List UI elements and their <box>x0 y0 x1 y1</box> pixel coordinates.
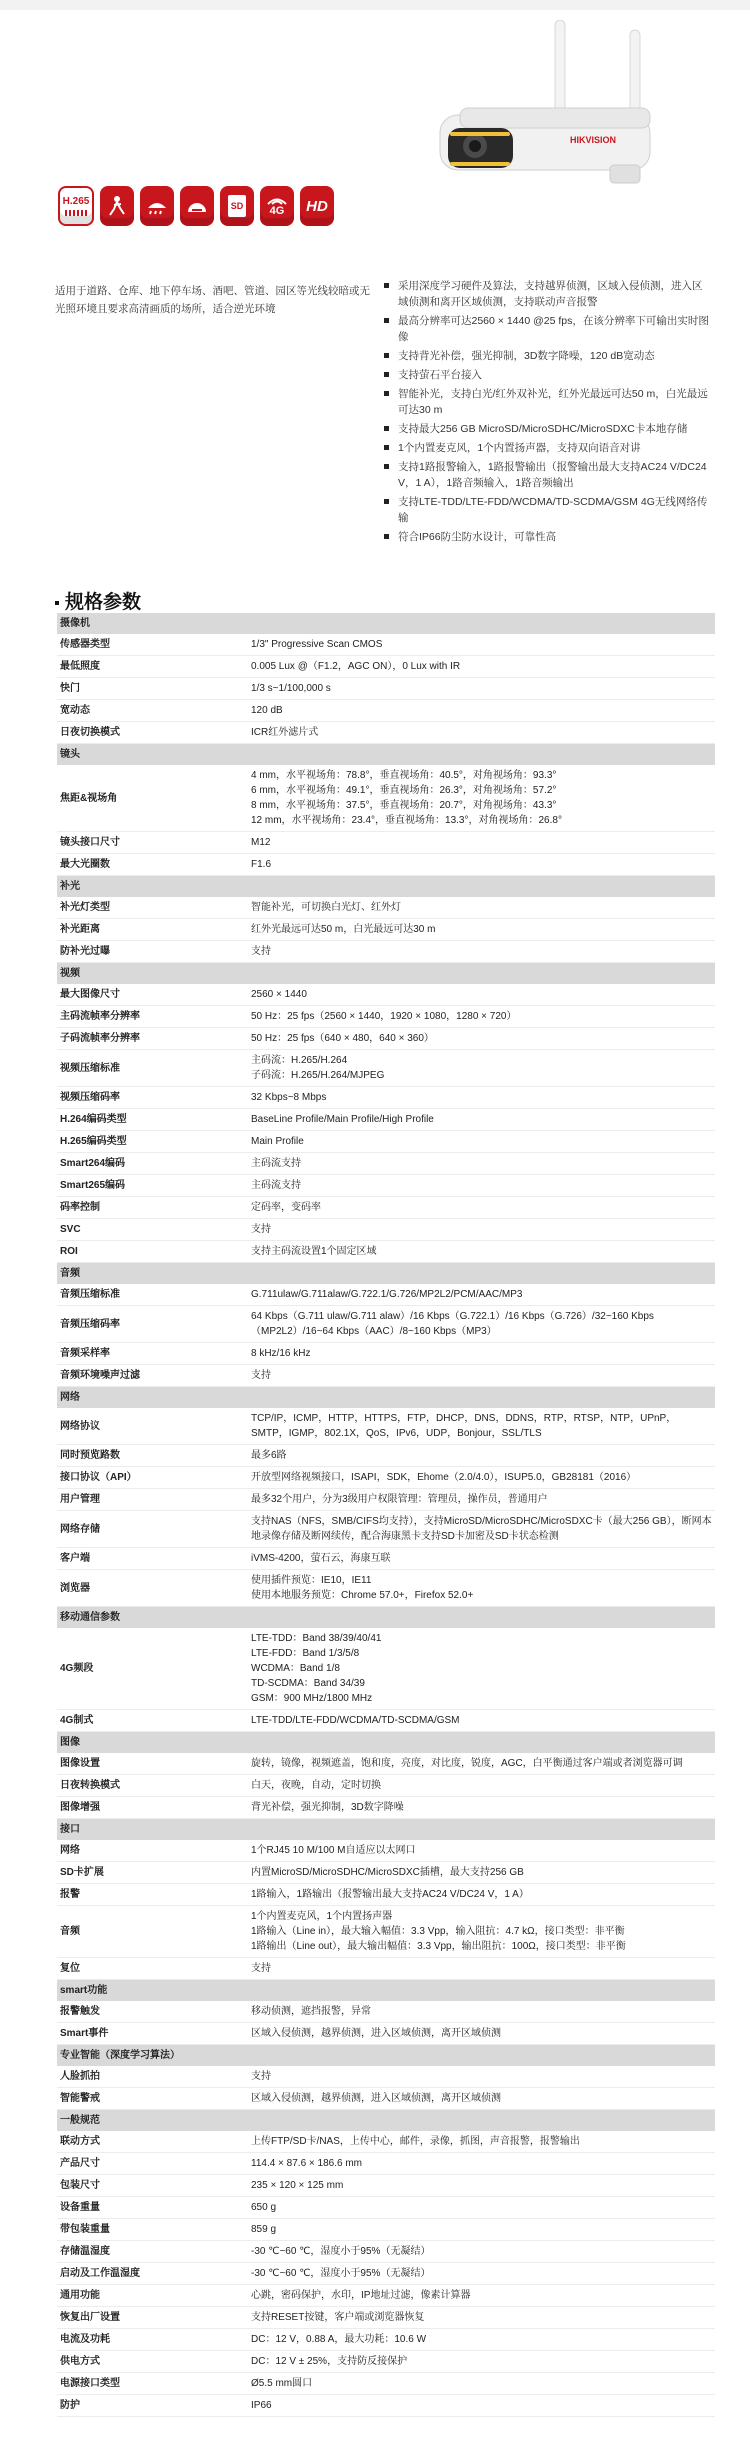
spec-key: 网络存储 <box>57 1511 248 1548</box>
spec-row <box>57 1028 715 1050</box>
spec-value: 支持主码流设置1个固定区域 <box>248 1241 715 1263</box>
spec-key: 日夜切换模式 <box>57 722 248 744</box>
hero-banner <box>0 0 750 275</box>
spec-key: 最低照度 <box>57 656 248 678</box>
spec-value: 支持 <box>248 941 715 963</box>
spec-section-label: 音频 <box>57 1263 715 1285</box>
spec-key: 产品尺寸 <box>57 2153 248 2175</box>
spec-key: 焦距&视场角 <box>57 765 248 832</box>
spec-key: 音频环境噪声过滤 <box>57 1365 248 1387</box>
spec-value: 区域入侵侦测，越界侦测，进入区域侦测，离开区域侦测 <box>248 2088 715 2110</box>
spec-key: Smart事件 <box>57 2023 248 2045</box>
spec-row <box>57 2219 715 2241</box>
spec-value: 1个RJ45 10 M/100 M自适应以太网口 <box>248 1840 715 1862</box>
spec-value: LTE-TDD：Band 38/39/40/41 LTE-FDD：Band 1/3/5/8 WCDMA：Band 1/8 TD-SCDMA：Band 34/39 GSM：900 MHz/1800 MHz <box>248 1628 715 1710</box>
spec-row <box>57 1489 715 1511</box>
rain-icon <box>140 186 174 226</box>
spec-row <box>57 1797 715 1819</box>
spec-key: 供电方式 <box>57 2351 248 2373</box>
spec-value: 支持 <box>248 1958 715 1980</box>
spec-value: 智能补光，可切换白光灯、红外灯 <box>248 897 715 919</box>
spec-key: 带包装重量 <box>57 2219 248 2241</box>
spec-value: DC：12 V，0.88 A，最大功耗：10.6 W <box>248 2329 715 2351</box>
spec-value: 定码率，变码率 <box>248 1197 715 1219</box>
spec-value: 区域入侵侦测，越界侦测，进入区域侦测，离开区域侦测 <box>248 2023 715 2045</box>
spec-value: iVMS-4200，萤石云，海康互联 <box>248 1548 715 1570</box>
spec-value: 最多6路 <box>248 1445 715 1467</box>
spec-value: 8 kHz/16 kHz <box>248 1343 715 1365</box>
spec-value: G.711ulaw/G.711alaw/G.722.1/G.726/MP2L2/PCM/AAC/MP3 <box>248 1284 715 1306</box>
spec-value: 使用插件预览：IE10，IE11 使用本地服务预览：Chrome 57.0+，Firefox 52.0+ <box>248 1570 715 1607</box>
spec-row <box>57 2023 715 2045</box>
spec-row <box>57 722 715 744</box>
spec-row <box>57 1131 715 1153</box>
spec-key: 主码流帧率分辨率 <box>57 1006 248 1028</box>
spec-key: 最大光圈数 <box>57 854 248 876</box>
spec-key: 用户管理 <box>57 1489 248 1511</box>
spec-section-header <box>57 744 715 766</box>
spec-row <box>57 1511 715 1548</box>
spec-key: 音频压缩标准 <box>57 1284 248 1306</box>
spec-value: 支持NAS（NFS，SMB/CIFS均支持），支持MicroSD/MicroSDHC/MicroSDXC卡（最大256 GB），断网本地录像存储及断网续传，配合海康黑卡支持SD卡加密及SD卡状态检测 <box>248 1511 715 1548</box>
spec-key: 防补光过曝 <box>57 941 248 963</box>
spec-value: 支持 <box>248 1219 715 1241</box>
spec-section-header <box>57 613 715 634</box>
spec-value: Ø5.5 mm圆口 <box>248 2373 715 2395</box>
spec-value: 支持RESET按键，客户端或浏览器恢复 <box>248 2307 715 2329</box>
spec-key: Smart265编码 <box>57 1175 248 1197</box>
spec-value: TCP/IP，ICMP，HTTP，HTTPS，FTP，DHCP，DNS，DDNS，RTP，RTSP，NTP，UPnP，SMTP，IGMP，802.1X，QoS，IPv6，UDP，Bonjour，SSL/TLS <box>248 1408 715 1445</box>
spec-row <box>57 1906 715 1958</box>
spec-key: 视频压缩码率 <box>57 1087 248 1109</box>
spec-key: ROI <box>57 1241 248 1263</box>
spec-key: 智能警戒 <box>57 2088 248 2110</box>
spec-section-label: 专业智能（深度学习算法） <box>57 2045 715 2067</box>
spec-key: 浏览器 <box>57 1570 248 1607</box>
spec-row <box>57 919 715 941</box>
spec-section-header <box>57 963 715 985</box>
spec-row <box>57 1006 715 1028</box>
feature-item: 支持LTE-TDD/LTE-FDD/WCDMA/TD-SCDMA/GSM 4G无线网络传输 <box>380 494 710 526</box>
spec-value: 32 Kbps~8 Mbps <box>248 1087 715 1109</box>
spec-value: 120 dB <box>248 700 715 722</box>
spec-value: 主码流：H.265/H.264 子码流：H.265/H.264/MJPEG <box>248 1050 715 1087</box>
spec-key: 视频压缩标准 <box>57 1050 248 1087</box>
spec-key: SVC <box>57 1219 248 1241</box>
spec-key: 子码流帧率分辨率 <box>57 1028 248 1050</box>
spec-key: 4G频段 <box>57 1628 248 1710</box>
spec-row <box>57 2153 715 2175</box>
spec-key: 客户端 <box>57 1548 248 1570</box>
spec-row <box>57 2175 715 2197</box>
spec-key: 图像增强 <box>57 1797 248 1819</box>
hero-top-strip <box>0 0 750 10</box>
spec-section-label: 摄像机 <box>57 613 715 634</box>
spec-key: 传感器类型 <box>57 634 248 656</box>
spec-row <box>57 634 715 656</box>
spec-key: 报警触发 <box>57 2001 248 2023</box>
spec-row <box>57 1445 715 1467</box>
spec-row <box>57 1628 715 1710</box>
spec-table <box>57 613 715 2417</box>
spec-section-header <box>57 1387 715 1409</box>
spec-value: 支持 <box>248 1365 715 1387</box>
spec-title: 规格参数 <box>55 587 141 614</box>
spec-value: BaseLine Profile/Main Profile/High Profile <box>248 1109 715 1131</box>
spec-section-label: 网络 <box>57 1387 715 1409</box>
spec-section-label: 移动通信参数 <box>57 1607 715 1629</box>
spec-row <box>57 1467 715 1489</box>
spec-row <box>57 1050 715 1087</box>
spec-section-header <box>57 2110 715 2132</box>
spec-value: 50 Hz：25 fps（2560 × 1440，1920 × 1080，1280 × 720） <box>248 1006 715 1028</box>
spec-row <box>57 1958 715 1980</box>
spec-value: 白天，夜晚，自动，定时切换 <box>248 1775 715 1797</box>
spec-value: 0.005 Lux @（F1.2，AGC ON），0 Lux with IR <box>248 656 715 678</box>
spec-value: 红外光最远可达50 m，白光最远可达30 m <box>248 919 715 941</box>
spec-row <box>57 2351 715 2373</box>
spec-section-label: smart功能 <box>57 1980 715 2002</box>
spec-key: 包装尺寸 <box>57 2175 248 2197</box>
spec-row <box>57 1087 715 1109</box>
spec-value: IP66 <box>248 2395 715 2417</box>
feature-item: 支持萤石平台接入 <box>380 367 710 383</box>
spec-value: 114.4 × 87.6 × 186.6 mm <box>248 2153 715 2175</box>
h265-icon: H.265 <box>58 186 94 226</box>
spec-row <box>57 832 715 854</box>
spec-value: F1.6 <box>248 854 715 876</box>
spec-value: 4 mm，水平视场角：78.8°，垂直视场角：40.5°，对角视场角：93.3° 6 mm，水平视场角：49.1°，垂直视场角：26.3°，对角视场角：57.2° 8 mm，水平视场角：37.5°，垂直视场角：20.7°，对角视场角：43.3° 12 mm，水平视场角：23.4°，垂直视场角：13.3°，对角视场角：26.8° <box>248 765 715 832</box>
spec-key: 报警 <box>57 1884 248 1906</box>
spec-row <box>57 2241 715 2263</box>
spec-row <box>57 1884 715 1906</box>
spec-section-header <box>57 2045 715 2067</box>
spec-value: 背光补偿，强光抑制，3D数字降噪 <box>248 1797 715 1819</box>
spec-section-label: 一般规范 <box>57 2110 715 2132</box>
spec-key: 电源接口类型 <box>57 2373 248 2395</box>
spec-key: 补光距离 <box>57 919 248 941</box>
spec-row <box>57 1775 715 1797</box>
spec-section-label: 接口 <box>57 1819 715 1841</box>
spec-row <box>57 2088 715 2110</box>
spec-section-label: 图像 <box>57 1732 715 1754</box>
spec-value: 859 g <box>248 2219 715 2241</box>
spec-row <box>57 854 715 876</box>
spec-key: 宽动态 <box>57 700 248 722</box>
spec-row <box>57 1570 715 1607</box>
spec-key: 4G制式 <box>57 1710 248 1732</box>
spec-value: 内置MicroSD/MicroSDHC/MicroSDXC插槽，最大支持256 GB <box>248 1862 715 1884</box>
spec-row <box>57 1840 715 1862</box>
spec-value: -30 ℃~60 ℃，湿度小于95%（无凝结） <box>248 2263 715 2285</box>
spec-row <box>57 2285 715 2307</box>
spec-value: 64 Kbps（G.711 ulaw/G.711 alaw）/16 Kbps（G.722.1）/16 Kbps（G.726）/32~160 Kbps（MP2L2）/16~64 Kbps（AAC）/8~160 Kbps（MP3） <box>248 1306 715 1343</box>
spec-row <box>57 897 715 919</box>
camera-brand-text: HIKVISION <box>570 135 617 145</box>
spec-key: 快门 <box>57 678 248 700</box>
spec-row <box>57 1548 715 1570</box>
spec-key: H.264编码类型 <box>57 1109 248 1131</box>
spec-row <box>57 1862 715 1884</box>
spec-section-header <box>57 876 715 898</box>
spec-value: ICR红外滤片式 <box>248 722 715 744</box>
spec-key: 音频采样率 <box>57 1343 248 1365</box>
spec-value: 1/3" Progressive Scan CMOS <box>248 634 715 656</box>
feature-list <box>380 278 710 548</box>
spec-value: 心跳，密码保护，水印，IP地址过滤，像素计算器 <box>248 2285 715 2307</box>
feature-item: 符合IP66防尘防水设计，可靠性高 <box>380 529 710 545</box>
feature-icons <box>58 186 334 226</box>
spec-key: 存储温湿度 <box>57 2241 248 2263</box>
spec-value: 旋转，镜像，视频遮盖，饱和度，亮度，对比度，锐度，AGC，白平衡通过客户端或者浏览器可调 <box>248 1753 715 1775</box>
feature-item: 最高分辨率可达2560 × 1440 @25 fps，在该分辨率下可输出实时图像 <box>380 313 710 345</box>
spec-row <box>57 984 715 1006</box>
spec-row <box>57 2263 715 2285</box>
spec-row <box>57 941 715 963</box>
spec-key: SD卡扩展 <box>57 1862 248 1884</box>
spec-row <box>57 1365 715 1387</box>
spec-key: 电流及功耗 <box>57 2329 248 2351</box>
spec-key: 图像设置 <box>57 1753 248 1775</box>
spec-key: 防护 <box>57 2395 248 2417</box>
spec-key: 复位 <box>57 1958 248 1980</box>
spec-key: 恢复出厂设置 <box>57 2307 248 2329</box>
spec-section-header <box>57 1819 715 1841</box>
spec-value: 支持 <box>248 2066 715 2088</box>
spec-value: M12 <box>248 832 715 854</box>
spec-key: 同时预览路数 <box>57 1445 248 1467</box>
spec-key: H.265编码类型 <box>57 1131 248 1153</box>
spec-row <box>57 765 715 832</box>
spec-row <box>57 1197 715 1219</box>
spec-key: 最大图像尺寸 <box>57 984 248 1006</box>
spec-row <box>57 2001 715 2023</box>
spec-row <box>57 1753 715 1775</box>
spec-section-header <box>57 1980 715 2002</box>
spec-value: 主码流支持 <box>248 1175 715 1197</box>
spec-value: 1/3 s~1/100,000 s <box>248 678 715 700</box>
spec-value: 最多32个用户，分为3级用户权限管理：管理员，操作员，普通用户 <box>248 1489 715 1511</box>
spec-row <box>57 1306 715 1343</box>
spec-row <box>57 1710 715 1732</box>
spec-key: 启动及工作温湿度 <box>57 2263 248 2285</box>
spec-value: 上传FTP/SD卡/NAS，上传中心，邮件，录像，抓图，声音报警，报警输出 <box>248 2131 715 2153</box>
spec-value: 1个内置麦克风，1个内置扬声器 1路输入（Line in），最大输入幅值：3.3 Vpp，输入阻抗：4.7 kΩ，接口类型：非平衡 1路输出（Line out），最大输出幅值：3.3 Vpp，输出阻抗：100Ω，接口类型：非平衡 <box>248 1906 715 1958</box>
spec-key: 设备重量 <box>57 2197 248 2219</box>
spec-value: 1路输入，1路输出（报警输出最大支持AC24 V/DC24 V，1 A） <box>248 1884 715 1906</box>
feature-item: 支持背光补偿，强光抑制，3D数字降噪，120 dB宽动态 <box>380 348 710 364</box>
motion-person-icon <box>100 186 134 226</box>
spec-value: LTE-TDD/LTE-FDD/WCDMA/TD-SCDMA/GSM <box>248 1710 715 1732</box>
spec-section-header <box>57 1607 715 1629</box>
spec-key: 镜头接口尺寸 <box>57 832 248 854</box>
spec-row <box>57 1343 715 1365</box>
camera-product-image <box>420 20 700 190</box>
feature-item: 智能补光，支持白光/红外双补光，红外光最远可达50 m，白光最远可达30 m <box>380 386 710 418</box>
spec-key: 通用功能 <box>57 2285 248 2307</box>
spec-value: 2560 × 1440 <box>248 984 715 1006</box>
spec-value: 主码流支持 <box>248 1153 715 1175</box>
spec-row <box>57 2373 715 2395</box>
spec-key: 接口协议（API） <box>57 1467 248 1489</box>
spec-row <box>57 656 715 678</box>
title-bullet-icon <box>55 601 59 605</box>
spec-row <box>57 1175 715 1197</box>
spec-row <box>57 1109 715 1131</box>
feature-item: 1个内置麦克风，1个内置扬声器，支持双向语音对讲 <box>380 440 710 456</box>
spec-section-header <box>57 1263 715 1285</box>
spec-value: DC：12 V ± 25%，支持防反接保护 <box>248 2351 715 2373</box>
spec-key: 补光灯类型 <box>57 897 248 919</box>
spec-value: Main Profile <box>248 1131 715 1153</box>
spec-section-header <box>57 1732 715 1754</box>
spec-key: 日夜转换模式 <box>57 1775 248 1797</box>
spec-section-label: 视频 <box>57 963 715 985</box>
spec-key: 网络 <box>57 1840 248 1862</box>
spec-row <box>57 2329 715 2351</box>
rolling-shutter-icon <box>180 186 214 226</box>
spec-key: 音频压缩码率 <box>57 1306 248 1343</box>
spec-value: 50 Hz：25 fps（640 × 480，640 × 360） <box>248 1028 715 1050</box>
spec-row <box>57 1241 715 1263</box>
hd-icon: HD <box>300 186 334 226</box>
spec-row <box>57 1219 715 1241</box>
spec-row <box>57 2197 715 2219</box>
spec-row <box>57 2066 715 2088</box>
4g-signal-icon: 4G <box>260 186 294 226</box>
spec-section-label: 补光 <box>57 876 715 898</box>
spec-value: -30 ℃~60 ℃，湿度小于95%（无凝结） <box>248 2241 715 2263</box>
spec-row <box>57 700 715 722</box>
feature-item: 支持最大256 GB MicroSD/MicroSDHC/MicroSDXC卡本地存储 <box>380 421 710 437</box>
sd-card-icon: SD <box>220 186 254 226</box>
spec-value: 移动侦测，遮挡报警，异常 <box>248 2001 715 2023</box>
spec-row <box>57 1153 715 1175</box>
spec-row <box>57 2307 715 2329</box>
spec-key: 音频 <box>57 1906 248 1958</box>
spec-row <box>57 2131 715 2153</box>
spec-value: 235 × 120 × 125 mm <box>248 2175 715 2197</box>
feature-item: 采用深度学习硬件及算法，支持越界侦测，区域入侵侦测，进入区域侦测和离开区域侦测，支持联动声音报警 <box>380 278 710 310</box>
spec-value: 650 g <box>248 2197 715 2219</box>
spec-section-label: 镜头 <box>57 744 715 766</box>
spec-row <box>57 1408 715 1445</box>
spec-key: 码率控制 <box>57 1197 248 1219</box>
spec-row <box>57 678 715 700</box>
intro-description: 适用于道路、仓库、地下停车场、酒吧、管道、园区等光线较暗或无光照环境且要求高清画质的场所，适合逆光环境 <box>55 285 370 315</box>
spec-value: 开放型网络视频接口，ISAPI，SDK，Ehome（2.0/4.0），ISUP5.0，GB28181（2016） <box>248 1467 715 1489</box>
spec-row <box>57 1284 715 1306</box>
spec-key: 人脸抓拍 <box>57 2066 248 2088</box>
spec-key: Smart264编码 <box>57 1153 248 1175</box>
feature-item: 支持1路报警输入，1路报警输出（报警输出最大支持AC24 V/DC24 V，1 A），1路音频输入，1路音频输出 <box>380 459 710 491</box>
spec-key: 联动方式 <box>57 2131 248 2153</box>
spec-key: 网络协议 <box>57 1408 248 1445</box>
spec-row <box>57 2395 715 2417</box>
